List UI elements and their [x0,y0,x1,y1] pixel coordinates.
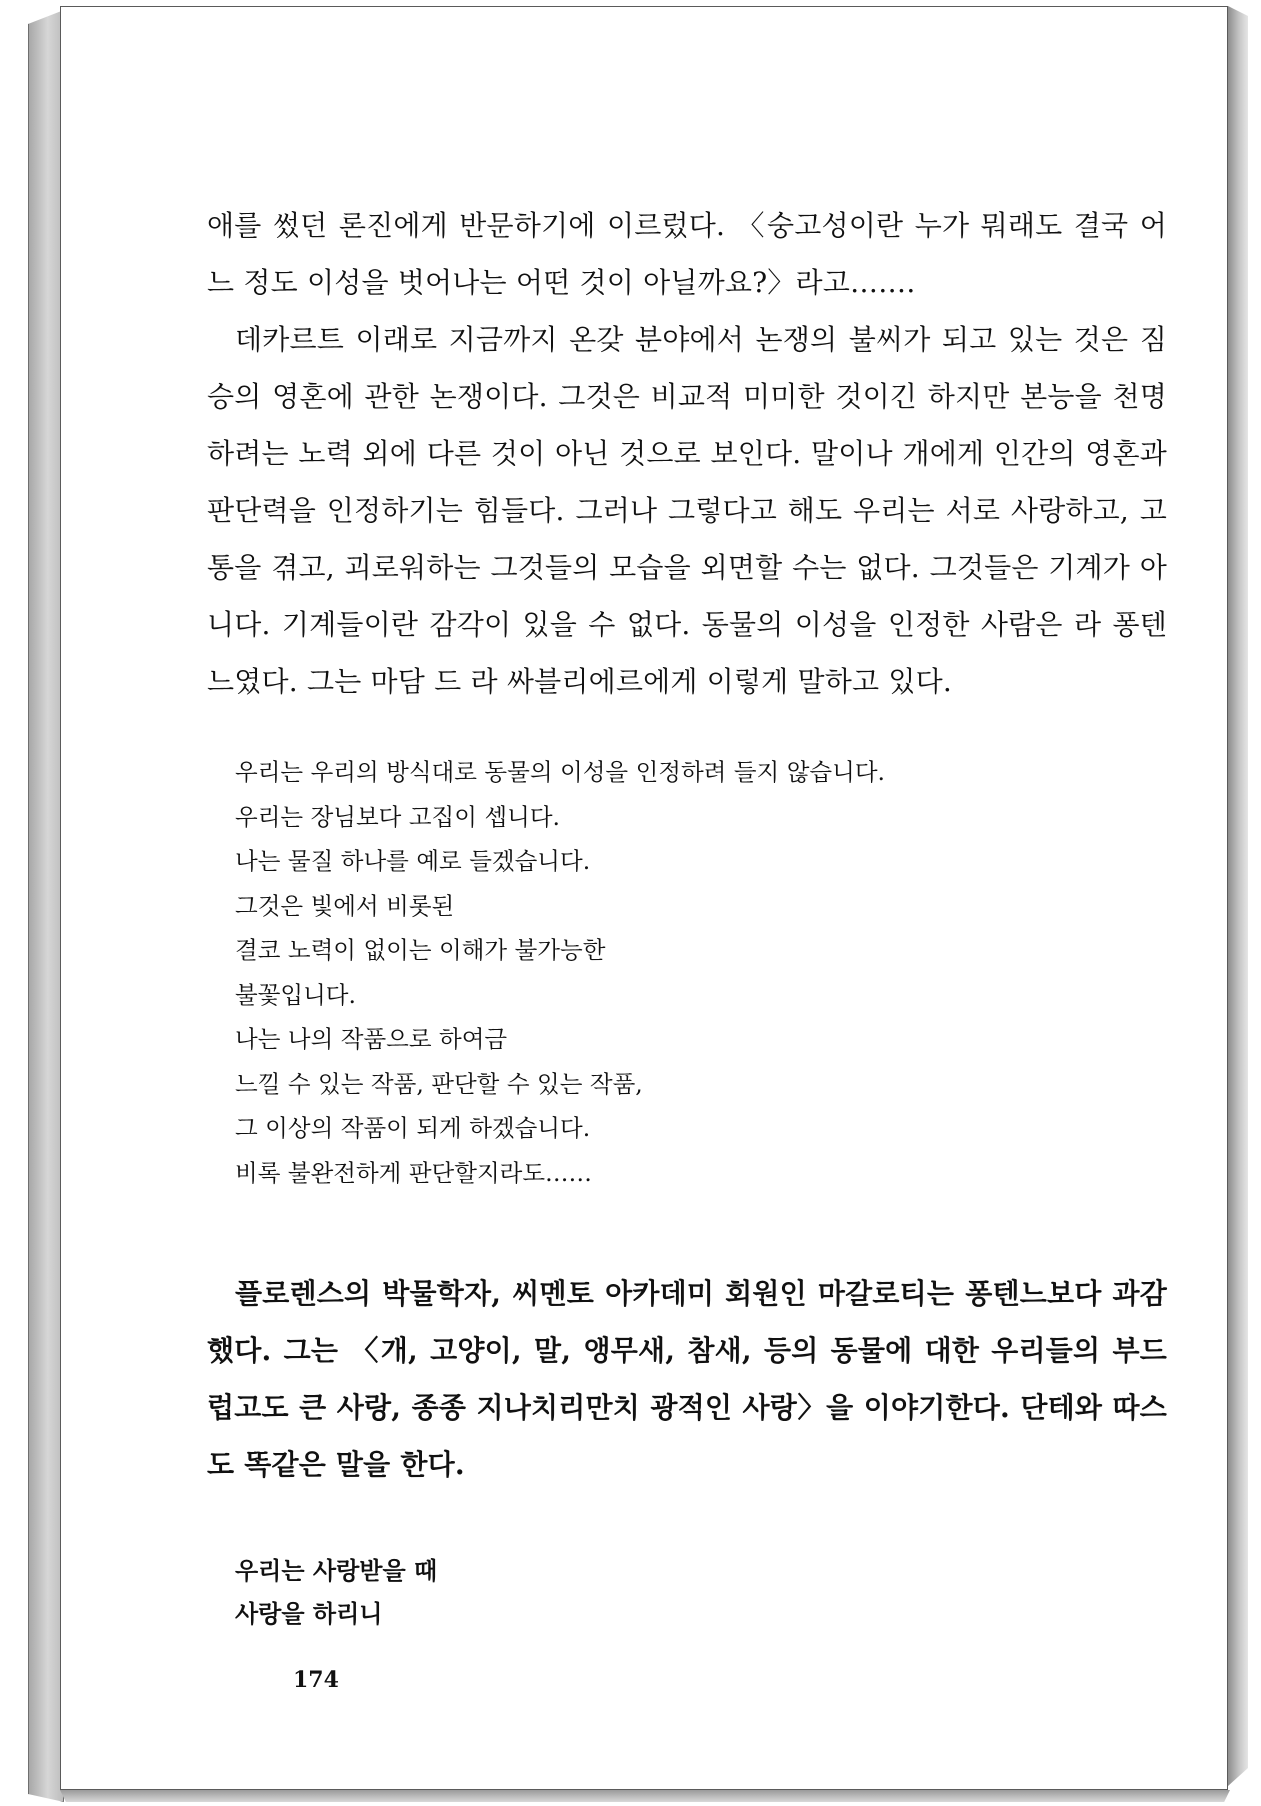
quote-line: 우리는 장님보다 고집이 셉니다. [235,802,560,831]
quote-line: 나는 물질 하나를 예로 들겠습니다. [235,847,591,875]
quote-line: 결코 노력이 없이는 이해가 불가능한 [235,936,606,964]
block-quote-dante [235,1549,1167,1635]
book-page [60,6,1228,1790]
quote-line: 나는 나의 작품으로 하여금 [235,1025,508,1053]
page-body [207,197,1167,1635]
paragraph-magalotti: 플로렌스의 박물학자, 씨멘토 아카데미 회원인 마갈로티는 퐁텐느보다 과감했다. 그는 〈개, 고양이, 말, 앵무새, 참새, 등의 동물에 대한 우리들의 부드럽고도 큰 사랑, 종종 지나치리만치 광적인 사랑〉을 이야기한다. 단테와 따스도 똑같은 말을 한다. [207,1277,1167,1481]
paragraph-continuation: 애를 썼던 론진에게 반문하기에 이르렀다. 〈숭고성이란 누가 뭐래도 결국 어느 정도 이성을 벗어나는 어떤 것이 아닐까요?〉라고……. [207,209,1167,299]
quote-line: 우리는 우리의 방식대로 동물의 이성을 인정하려 들지 않습니다. [235,758,885,786]
page-edge-right [1228,6,1248,1786]
page-edge-bottom [60,1790,1230,1802]
quote-line: 불꽃입니다. [235,980,356,1009]
quote-line: 우리는 사랑받을 때 [235,1556,438,1585]
page-number: 174 [293,1667,339,1693]
quote-line: 그 이상의 작품이 되게 하겠습니다. [235,1114,591,1142]
paragraph-descartes: 데카르트 이래로 지금까지 온갖 분야에서 논쟁의 불씨가 되고 있는 것은 짐승의 영혼에 관한 논쟁이다. 그것은 비교적 미미한 것이긴 하지만 본능을 천명하려는 노력 외에 다른 것이 아닌 것으로 보인다. 말이나 개에게 인간의 영혼과 판단력을 인정하기는 힘들다. 그러나 그렇다고 해도 우리는 서로 사랑하고, 고통을 겪고, 괴로워하는 그것들의 모습을 외면할 수는 없다. 그것들은 기계가 아니다. 기계들이란 감각이 있을 수 없다. 동물의 이성을 인정한 사람은 라 퐁텐느였다. 그는 마담 드 라 싸블리에르에게 이렇게 말하고 있다. [207,323,1167,698]
book-spine-left [28,10,64,1802]
quote-line: 그것은 빛에서 비롯된 [235,891,455,920]
quote-line: 사랑을 하리니 [235,1599,383,1628]
quote-line: 느낄 수 있는 작품, 판단할 수 있는 작품, [235,1069,643,1098]
block-quote-lafontaine [235,750,1167,1195]
quote-line: 비록 불완전하게 판단할지라도…… [235,1158,593,1187]
